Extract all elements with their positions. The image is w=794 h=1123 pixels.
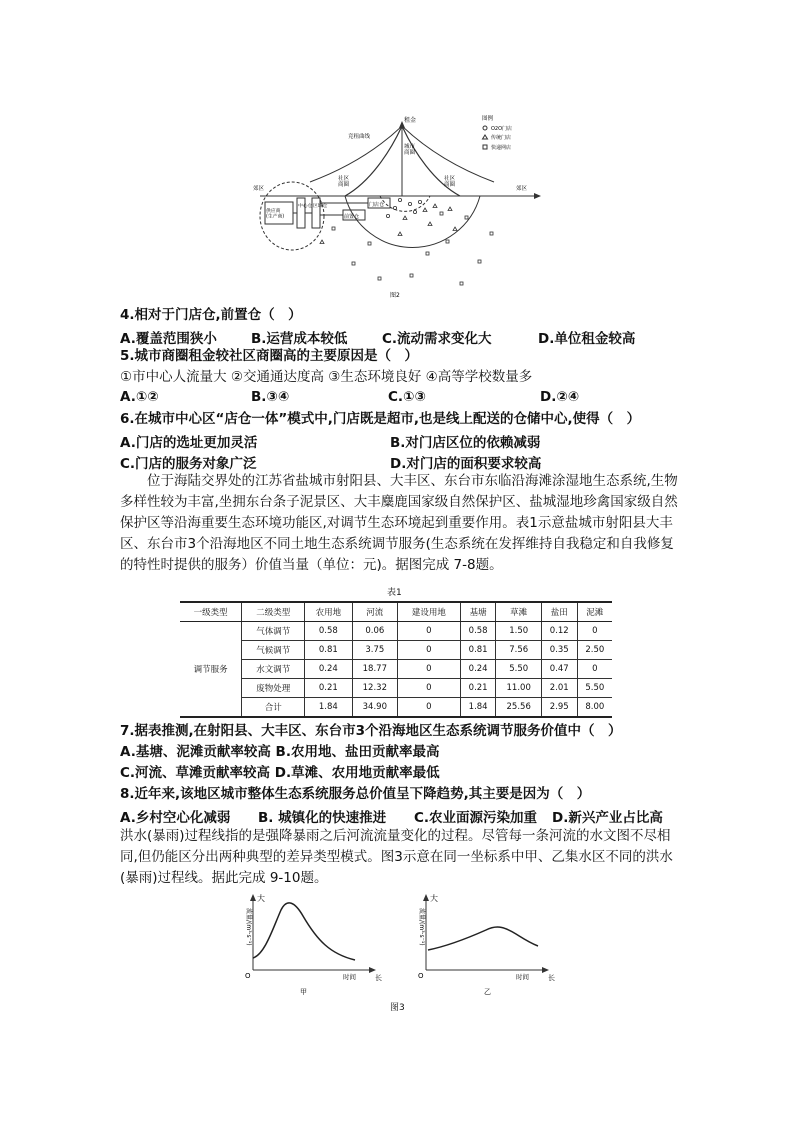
table-cell: 0.81 [305, 641, 353, 660]
q5-option-d[interactable]: D.②④ [540, 389, 580, 405]
table-cell: 气体调节 [242, 622, 305, 641]
legend-title: 图例 [482, 116, 494, 122]
table-cell: 5.50 [577, 679, 612, 698]
table-group-cell: 调节服务 [180, 622, 242, 718]
table-cell: 气候调节 [242, 641, 305, 660]
table-cell: 0.06 [352, 622, 397, 641]
q6-option-a[interactable]: A.门店的选址更加灵活 [120, 435, 258, 451]
table-cell: 1.84 [460, 698, 496, 718]
table-header-cell: 农用地 [305, 602, 353, 622]
q4-option-b[interactable]: B.运营成本较低 [251, 331, 348, 347]
table-cell: 8.00 [577, 698, 612, 718]
table-cell: 5.50 [496, 660, 541, 679]
q7-stem: 7.据表推测,在射阳县、大丰区、东台市3个沿海地区生态系统调节服务价值中（ ） [120, 723, 622, 739]
table-cell: 0.58 [460, 622, 496, 641]
q5-option-a[interactable]: A.①② [120, 389, 159, 405]
table-row [180, 641, 612, 660]
q7-options-line-2[interactable]: C.河流、草滩贡献率较高 D.草滩、农用地贡献率最低 [120, 765, 440, 781]
q6-option-c[interactable]: C.门店的服务对象广泛 [120, 456, 257, 472]
q8-stem: 8.近年来,该地区城市整体生态系统服务总价值呈下降趋势,其主要是因为（ ） [120, 786, 591, 802]
table-header-cell: 河流 [352, 602, 397, 622]
table-cell: 0 [398, 698, 461, 718]
table-cell: 0.21 [305, 679, 353, 698]
table-cell: 2.95 [541, 698, 577, 718]
table-header-row [180, 602, 612, 622]
q4-stem: 4.相对于门店仓,前置仓（ ） [120, 307, 302, 323]
table-cell: 7.56 [496, 641, 541, 660]
passage-1: 位于海陆交界处的江苏省盐城市射阳县、大丰区、东台市东临沿海滩涂湿地生态系统,生物多样性较为丰富,坐拥东台条子泥景区、大丰麋鹿国家级自然保护区、盐城湿地珍禽国家级自然保护区等沿海重要生态环境功能区,对调节生态环境起到重要作用。表1示意盐城市射阳县大丰区、东台市3个沿海地区不同土地生态系统调节服务(生态系统在发挥维持自我稳定和自我修复的特性时提供的服务）价值当量（单位：元)。据图完成 7-8题。 [120, 473, 678, 573]
table-cell: 0.58 [305, 622, 353, 641]
table-cell: 0 [398, 679, 461, 698]
q6-option-d[interactable]: D.对门店的面积要求较高 [390, 456, 542, 472]
center-warehouse-label: 中心仓 [298, 204, 313, 209]
legend-o2o: O2O门店 [491, 126, 513, 132]
table-cell: 0.24 [305, 660, 353, 679]
rent-curve-label: 竞租曲线 [348, 134, 371, 140]
table-cell: 34.90 [352, 698, 397, 718]
q5-option-b[interactable]: B.③④ [251, 389, 290, 405]
table-cell: 0 [398, 660, 461, 679]
community-left-label: 社区商圈 [338, 176, 350, 189]
table-header-cell: 一级类型 [180, 602, 242, 622]
table-row [180, 679, 612, 698]
table-cell: 0.12 [541, 622, 577, 641]
q5-stem: 5.城市商圈租金较社区商圈高的主要原因是（ ） [120, 348, 419, 364]
figure-2-caption: 图2 [390, 292, 400, 299]
table-cell: 25.56 [496, 698, 541, 718]
suburb-right-label: 郊区 [516, 186, 528, 192]
table-cell: 0 [577, 622, 612, 641]
table-cell: 废物处理 [242, 679, 305, 698]
origin-a: O [245, 972, 251, 980]
table-cell: 0 [577, 660, 612, 679]
front-warehouse-label: 前置仓 [344, 214, 360, 220]
q5-statements: ①市中心人流量大 ②交通通达度高 ③生态环境良好 ④高等学校数量多 [120, 369, 533, 385]
q8-option-b[interactable]: B. 城镇化的快速推进 [258, 810, 387, 826]
y-label-b: 流量/(m³·s⁻¹) [418, 908, 425, 946]
table-row [180, 698, 612, 718]
table-header-cell: 二级类型 [242, 602, 305, 622]
table-cell: 2.01 [541, 679, 577, 698]
q6-option-b[interactable]: B.对门店区位的依赖减弱 [390, 435, 541, 451]
table-header-cell: 建设用地 [398, 602, 461, 622]
q7-options-line-1[interactable]: A.基塘、泥滩贡献率较高 B.农用地、盐田贡献率最高 [120, 744, 440, 760]
q8-option-d[interactable]: D.新兴产业占比高 [552, 810, 663, 826]
passage-2: 洪水(暴雨)过程线指的是强降暴雨之后河流流量变化的过程。尽管每一条河流的水文图不尽相同,但仍能区分出两种典型的差异类型模式。图3示意在同一坐标系中甲、乙集水区不同的洪水(暴雨)过程线。据此完成 9-10题。 [120, 828, 673, 886]
table-cell: 0 [398, 622, 461, 641]
region-warehouse-label: 区域仓 [313, 204, 328, 209]
q8-option-a[interactable]: A.乡村空心化减弱 [120, 810, 231, 826]
table-cell: 18.77 [352, 660, 397, 679]
table-cell: 11.00 [496, 679, 541, 698]
table-1-caption: 表1 [387, 588, 402, 598]
q4-option-c[interactable]: C.流动需求变化大 [382, 331, 492, 347]
q5-option-c[interactable]: C.①③ [388, 389, 426, 405]
table-cell: 0.81 [460, 641, 496, 660]
table-row [180, 622, 612, 641]
table-cell: 合计 [242, 698, 305, 718]
axis-long-a: 长 [375, 974, 382, 982]
figure-3-caption: 图3 [390, 1003, 405, 1013]
legend-traditional: 传统门店 [491, 135, 512, 141]
q8-option-c[interactable]: C.农业面源污染加重 [414, 810, 538, 826]
label-jia: 甲 [300, 988, 307, 996]
store-warehouse-label: 门店仓 [369, 202, 385, 208]
origin-b: O [418, 972, 424, 980]
axis-big-a: 大 [257, 894, 265, 903]
table-cell: 3.75 [352, 641, 397, 660]
table-1 [180, 601, 612, 718]
table-cell: 12.32 [352, 679, 397, 698]
table-cell: 0.47 [541, 660, 577, 679]
x-label-a: 时间 [343, 973, 356, 981]
table-cell: 1.50 [496, 622, 541, 641]
table-cell: 2.50 [577, 641, 612, 660]
q4-option-a[interactable]: A.覆盖范围狭小 [120, 331, 217, 347]
supplier-label: 供应商(生产商) [266, 209, 285, 220]
table-cell: 0 [398, 641, 461, 660]
table-header-cell: 盐田 [541, 602, 577, 622]
q4-option-d[interactable]: D.单位租金较高 [538, 331, 636, 347]
figure-3-a [225, 888, 395, 998]
table-cell: 1.84 [305, 698, 353, 718]
axis-long-b: 长 [548, 974, 555, 982]
figure-3-b [398, 888, 568, 998]
rent-axis-label: 租金 [404, 117, 417, 124]
table-row [180, 660, 612, 679]
figure-2 [250, 112, 550, 302]
table-header-cell: 草滩 [496, 602, 541, 622]
axis-big-b: 大 [430, 894, 438, 903]
community-right-label: 社区商圈 [444, 176, 456, 189]
city-circle-label: 城市商圈 [404, 144, 416, 157]
legend-express: 快递网店 [491, 145, 512, 151]
q6-stem: 6.在城市中心区“店仓一体”模式中,门店既是超市,也是线上配送的仓储中心,使得（ ） [120, 411, 641, 427]
table-cell: 0.21 [460, 679, 496, 698]
table-cell: 水文调节 [242, 660, 305, 679]
table-cell: 0.35 [541, 641, 577, 660]
x-label-b: 时间 [516, 973, 529, 981]
y-label-a: 流量/(m³·s⁻¹) [245, 908, 252, 946]
suburb-left-label: 郊区 [253, 186, 265, 192]
table-cell: 0.24 [460, 660, 496, 679]
table-header-cell: 泥滩 [577, 602, 612, 622]
table-header-cell: 基塘 [460, 602, 496, 622]
label-yi: 乙 [484, 988, 491, 996]
